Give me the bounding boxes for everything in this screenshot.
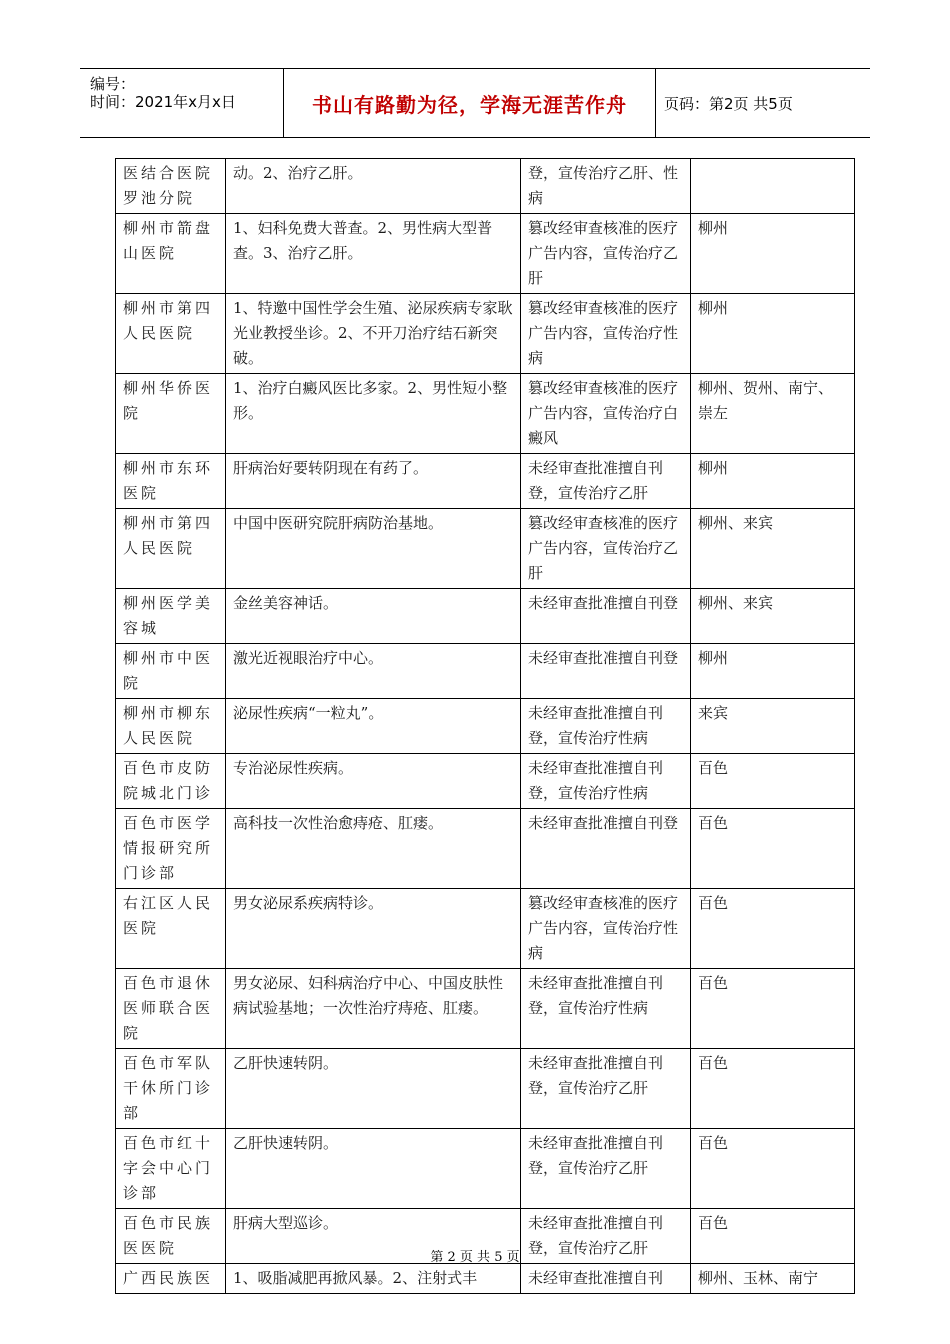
cell-region: 百色 bbox=[691, 754, 855, 809]
cell-content: 1、妇科免费大普查。2、男性病大型普查。3、治疗乙肝。 bbox=[226, 214, 521, 294]
cell-content: 金丝美容神话。 bbox=[226, 589, 521, 644]
table-row bbox=[116, 754, 855, 809]
cell-content: 肝病治好要转阴现在有药了。 bbox=[226, 454, 521, 509]
table-row bbox=[116, 644, 855, 699]
cell-region: 柳州、玉林、南宁 bbox=[691, 1264, 855, 1294]
cell-name: 柳州医学美容城 bbox=[116, 589, 226, 644]
cell-content: 激光近视眼治疗中心。 bbox=[226, 644, 521, 699]
table-row bbox=[116, 374, 855, 454]
cell-region: 柳州 bbox=[691, 644, 855, 699]
cell-violation: 未经审查批准擅自刊登 bbox=[521, 589, 691, 644]
table-row bbox=[116, 1049, 855, 1129]
cell-name: 柳州市东环医院 bbox=[116, 454, 226, 509]
cell-violation: 未经审查批准擅自刊登，宣传治疗乙肝 bbox=[521, 1209, 691, 1264]
cell-region bbox=[691, 159, 855, 214]
cell-name: 柳州市箭盘山医院 bbox=[116, 214, 226, 294]
cell-violation: 篡改经审查核准的医疗广告内容，宣传治疗性病 bbox=[521, 889, 691, 969]
cell-content: 1、吸脂减肥再掀风暴。2、注射式丰 bbox=[226, 1264, 521, 1294]
cell-name: 柳州市第四人民医院 bbox=[116, 509, 226, 589]
cell-name: 柳州市中医院 bbox=[116, 644, 226, 699]
hospital-ad-violation-table bbox=[115, 158, 855, 1294]
header-motto-cell bbox=[284, 69, 656, 137]
header-meta-cell bbox=[80, 69, 284, 137]
cell-content: 肝病大型巡诊。 bbox=[226, 1209, 521, 1264]
cell-content: 专治泌尿性疾病。 bbox=[226, 754, 521, 809]
cell-content: 乙肝快速转阴。 bbox=[226, 1049, 521, 1129]
cell-violation: 未经审查批准擅自刊登，宣传治疗乙肝 bbox=[521, 1129, 691, 1209]
cell-violation: 未经审查批准擅自刊 bbox=[521, 1264, 691, 1294]
table-row bbox=[116, 699, 855, 754]
cell-content: 男女泌尿系疾病特诊。 bbox=[226, 889, 521, 969]
cell-name: 医结合医院罗池分院 bbox=[116, 159, 226, 214]
cell-violation: 未经审查批准擅自刊登，宣传治疗性病 bbox=[521, 699, 691, 754]
cell-violation: 未经审查批准擅自刊登，宣传治疗乙肝 bbox=[521, 454, 691, 509]
cell-name: 柳州市第四人民医院 bbox=[116, 294, 226, 374]
cell-content: 乙肝快速转阴。 bbox=[226, 1129, 521, 1209]
cell-violation: 篡改经审查核准的医疗广告内容，宣传治疗白癜风 bbox=[521, 374, 691, 454]
cell-name: 百色市红十字会中心门诊部 bbox=[116, 1129, 226, 1209]
cell-violation: 未经审查批准擅自刊登，宣传治疗性病 bbox=[521, 969, 691, 1049]
cell-name: 柳州华侨医院 bbox=[116, 374, 226, 454]
page-footer: 第 2 页 共 5 页 bbox=[430, 1250, 520, 1265]
cell-violation: 登，宣传治疗乙肝、性病 bbox=[521, 159, 691, 214]
cell-region: 柳州、来宾 bbox=[691, 509, 855, 589]
cell-violation: 未经审查批准擅自刊登 bbox=[521, 644, 691, 699]
table-row bbox=[116, 214, 855, 294]
page-indicator: 页码：第2页 共5页 bbox=[664, 94, 793, 113]
cell-content: 1、特邀中国性学会生殖、泌尿疾病专家耿光业教授坐诊。2、不开刀治疗结石新突破。 bbox=[226, 294, 521, 374]
table-row bbox=[116, 454, 855, 509]
cell-content: 1、治疗白癜风医比多家。2、男性短小整形。 bbox=[226, 374, 521, 454]
cell-violation: 篡改经审查核准的医疗广告内容，宣传治疗乙肝 bbox=[521, 509, 691, 589]
cell-region: 百色 bbox=[691, 1049, 855, 1129]
table-row bbox=[116, 1264, 855, 1294]
number-label: 编号： bbox=[90, 75, 136, 93]
cell-name: 柳州市柳东人民医院 bbox=[116, 699, 226, 754]
cell-content: 泌尿性疾病“一粒丸”。 bbox=[226, 699, 521, 754]
cell-violation: 未经审查批准擅自刊登，宣传治疗性病 bbox=[521, 754, 691, 809]
header-page-cell bbox=[656, 69, 870, 137]
cell-violation: 篡改经审查核准的医疗广告内容，宣传治疗性病 bbox=[521, 294, 691, 374]
cell-region: 百色 bbox=[691, 1129, 855, 1209]
cell-name: 右江区人民医院 bbox=[116, 889, 226, 969]
cell-name: 百色市医学情报研究所门诊部 bbox=[116, 809, 226, 889]
cell-content: 中国中医研究院肝病防治基地。 bbox=[226, 509, 521, 589]
table-row bbox=[116, 294, 855, 374]
cell-content: 动。2、治疗乙肝。 bbox=[226, 159, 521, 214]
cell-region: 柳州 bbox=[691, 454, 855, 509]
cell-region: 百色 bbox=[691, 809, 855, 889]
table-row bbox=[116, 1129, 855, 1209]
table-row bbox=[116, 589, 855, 644]
cell-name: 百色市皮防院城北门诊 bbox=[116, 754, 226, 809]
cell-name: 广西民族医 bbox=[116, 1264, 226, 1294]
table-body bbox=[116, 159, 855, 1294]
table-row bbox=[116, 809, 855, 889]
cell-region: 百色 bbox=[691, 969, 855, 1049]
cell-content: 高科技一次性治愈痔疮、肛瘘。 bbox=[226, 809, 521, 889]
cell-region: 百色 bbox=[691, 889, 855, 969]
table-row bbox=[116, 509, 855, 589]
cell-name: 百色市军队干休所门诊部 bbox=[116, 1049, 226, 1129]
cell-name: 百色市退休医师联合医院 bbox=[116, 969, 226, 1049]
cell-region: 柳州、贺州、南宁、崇左 bbox=[691, 374, 855, 454]
page-header bbox=[80, 68, 870, 138]
cell-violation: 未经审查批准擅自刊登 bbox=[521, 809, 691, 889]
cell-violation: 篡改经审查核准的医疗广告内容，宣传治疗乙肝 bbox=[521, 214, 691, 294]
cell-region: 柳州 bbox=[691, 294, 855, 374]
cell-content: 男女泌尿、妇科病治疗中心、中国皮肤性病试验基地；一次性治疗痔疮、肛瘘。 bbox=[226, 969, 521, 1049]
time-label: 时间：2021年x月x日 bbox=[90, 93, 236, 111]
motto-text: 书山有路勤为径，学海无涯苦作舟 bbox=[312, 92, 627, 117]
table-row bbox=[116, 889, 855, 969]
cell-region: 柳州 bbox=[691, 214, 855, 294]
cell-region: 来宾 bbox=[691, 699, 855, 754]
cell-violation: 未经审查批准擅自刊登，宣传治疗乙肝 bbox=[521, 1049, 691, 1129]
table-row bbox=[116, 969, 855, 1049]
cell-name: 百色市民族医医院 bbox=[116, 1209, 226, 1264]
table-row bbox=[116, 159, 855, 214]
cell-region: 柳州、来宾 bbox=[691, 589, 855, 644]
cell-region: 百色 bbox=[691, 1209, 855, 1264]
